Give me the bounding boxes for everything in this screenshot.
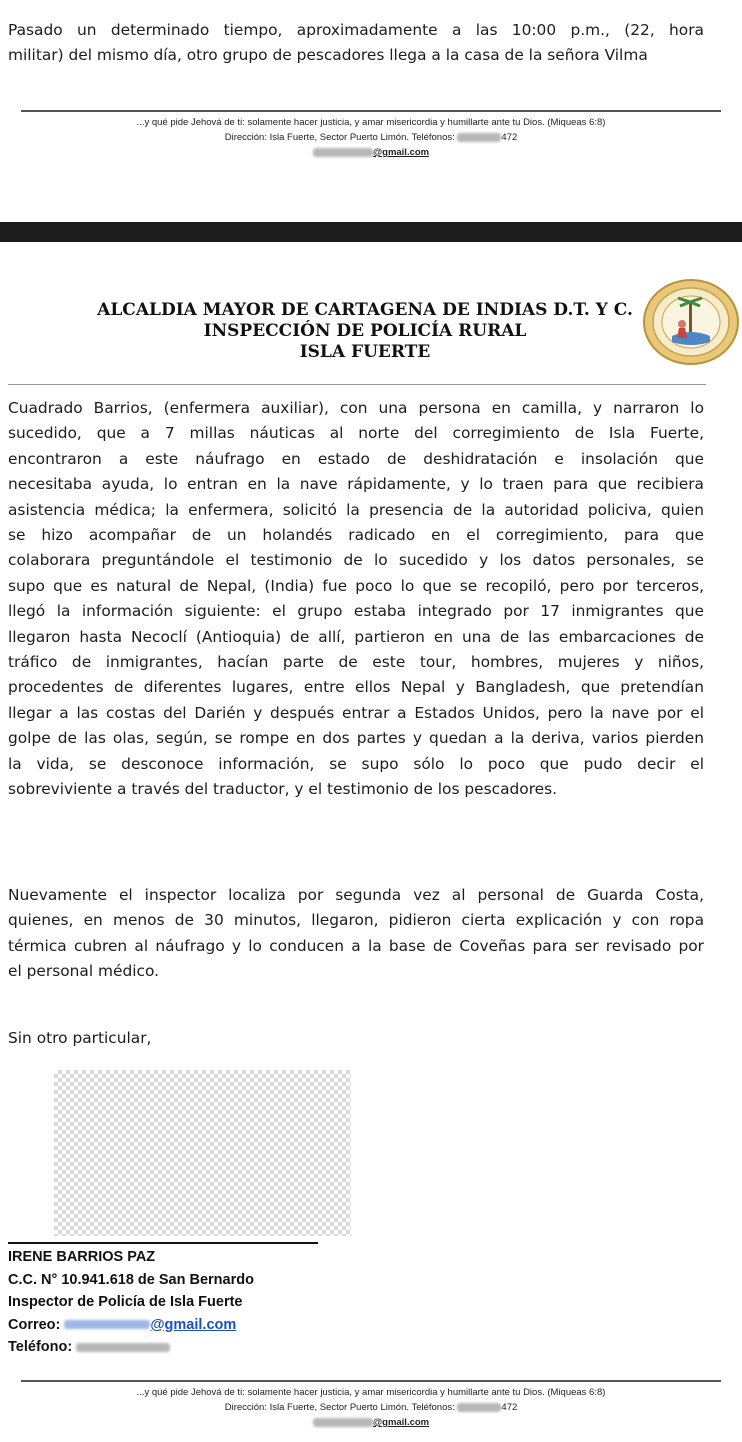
body-paragraph-1 [8, 396, 704, 803]
signer-name: IRENE BARRIOS PAZ [8, 1249, 156, 1265]
closing-line [8, 1026, 704, 1051]
signer-id: C.C. N° 10.941.618 de San Bernardo [8, 1271, 254, 1288]
footer-rule [21, 110, 721, 112]
p1-line: se hizo acompañar de un holandés radicado en el corregimiento, para que [8, 526, 704, 545]
body-paragraph-2 [8, 883, 704, 985]
p1-line: llegar a las costas del Darién y después entrar a Estados Unidos, pero la nave por el [8, 703, 704, 722]
footer-verse: ...y qué pide Jehová de ti: solamente hacer justicia, y amar misericordia y humillarte ante tu Dios. (Miqueas 6:8) [136, 1387, 606, 1398]
signer-title: Inspector de Policía de Isla Fuerte [8, 1294, 243, 1310]
p1-line: golpe de las olas, según, se rompe en dos partes y quedan a la deriva, varios pierden [8, 729, 704, 748]
footer-phone-tail: 472 [501, 1402, 518, 1413]
page-footer-top [0, 110, 742, 160]
p1-line: necesitaba ayuda, lo entran en la nave rápidamente, y lo traen para que recibiera [8, 475, 704, 494]
redacted-email-user [313, 1418, 373, 1427]
p1-line: supo que es natural de Nepal, (India) fue poco lo que se recopiló, pero por terceros, [8, 576, 704, 595]
footer-email [0, 1415, 742, 1430]
footer-email [0, 145, 742, 160]
p2-line: Nuevamente el inspector localiza por segunda vez al personal de Guarda Costa, [8, 886, 704, 904]
page-footer-bottom [0, 1380, 742, 1430]
p1-line: llegó la información siguiente: el grupo estaba integrado por 17 inmigrantes que [8, 602, 704, 621]
page-separator [0, 222, 742, 242]
redacted-email-user [313, 148, 373, 157]
document-header [70, 300, 660, 363]
signer-phone-row [8, 1336, 254, 1359]
footer-address-label: Dirección: Isla Fuerte, Sector Puerto Limón. Teléfonos: [224, 132, 455, 143]
p1-line: sobreviviente a través del traductor, y el testimonio de los pescadores. [8, 780, 558, 799]
p1-line: llegaron hasta Necoclí (Antioquia) de allí, partieron en una de las embarcaciones de [8, 627, 704, 646]
p1-line: encontraron a este náufrago en estado de deshidratación e insolación que [8, 449, 704, 468]
phone-label: Teléfono: [8, 1339, 73, 1355]
footer-address [0, 130, 742, 145]
municipal-seal-icon [642, 278, 740, 366]
p1-line: la vida, se desconoce información, se supo sólo lo poco que pudo decir el [8, 754, 704, 773]
redacted-email-user [64, 1320, 150, 1329]
email-domain: @gmail.com [150, 1316, 237, 1333]
p2-line: el personal médico. [8, 962, 159, 981]
p1-line: tráfico de inmigrantes, hacían parte de este tour, hombres, mujeres y niños, [8, 653, 704, 672]
footer-phone-tail: 472 [501, 132, 518, 143]
header-divider [8, 384, 706, 385]
p2-line: térmica cubren al náufrago y lo conducen a la base de Coveñas para ser revisado por [8, 936, 704, 955]
footer-verse: ...y qué pide Jehová de ti: solamente hacer justicia, y amar misericordia y humillarte ante tu Dios. (Miqueas 6:8) [136, 117, 606, 128]
p1-line: procedentes de diferentes lugares, entre ellos Nepal y Bangladesh, que pretendían [8, 678, 704, 697]
p1-line: asistencia médica; la enfermera, solicitó la presencia de la autoridad policiva, quien [8, 500, 704, 519]
footer-address-label: Dirección: Isla Fuerte, Sector Puerto Limón. Teléfonos: [224, 1402, 455, 1413]
top-line-2: militar) del mismo día, otro grupo de pescadores llega a la casa de la señora Vilma [8, 46, 648, 65]
p1-line: Cuadrado Barrios, (enfermera auxiliar), con una persona en camilla, y narraron lo [8, 399, 704, 417]
footer-email-domain: @gmail.com [372, 1417, 430, 1428]
p2-line: quienes, en menos de 30 minutos, llegaron, pidieron cierta explicación y con ropa [8, 911, 704, 930]
redacted-phone [76, 1343, 170, 1352]
signature-block [8, 1246, 254, 1359]
p1-line: sucedido, que a 7 millas náuticas al norte del corregimiento de Isla Fuerte, [8, 424, 704, 443]
footer-email-domain: @gmail.com [372, 147, 430, 158]
signature-image-placeholder [54, 1070, 351, 1236]
redacted-phone [457, 133, 501, 142]
header-line-1: ALCALDIA MAYOR DE CARTAGENA DE INDIAS D.T. Y C. [97, 300, 633, 320]
p1-line: colaborara preguntándole el testimonio de lo sucedido y los datos personales, se [8, 551, 704, 570]
signer-email-row [8, 1314, 254, 1337]
top-line-1: Pasado un determinado tiempo, aproximadamente a las 10:00 p.m., (22, hora [8, 21, 704, 39]
header-line-3: ISLA FUERTE [299, 342, 431, 362]
header-line-2: INSPECCIÓN DE POLICÍA RURAL [203, 321, 527, 341]
email-link[interactable] [64, 1317, 236, 1333]
redacted-phone [457, 1403, 501, 1412]
footer-rule [21, 1380, 721, 1382]
closing-text: Sin otro particular, [8, 1029, 152, 1047]
top-paragraph [8, 18, 704, 69]
email-label: Correo: [8, 1316, 61, 1333]
signature-line [8, 1242, 318, 1244]
footer-address [0, 1400, 742, 1415]
